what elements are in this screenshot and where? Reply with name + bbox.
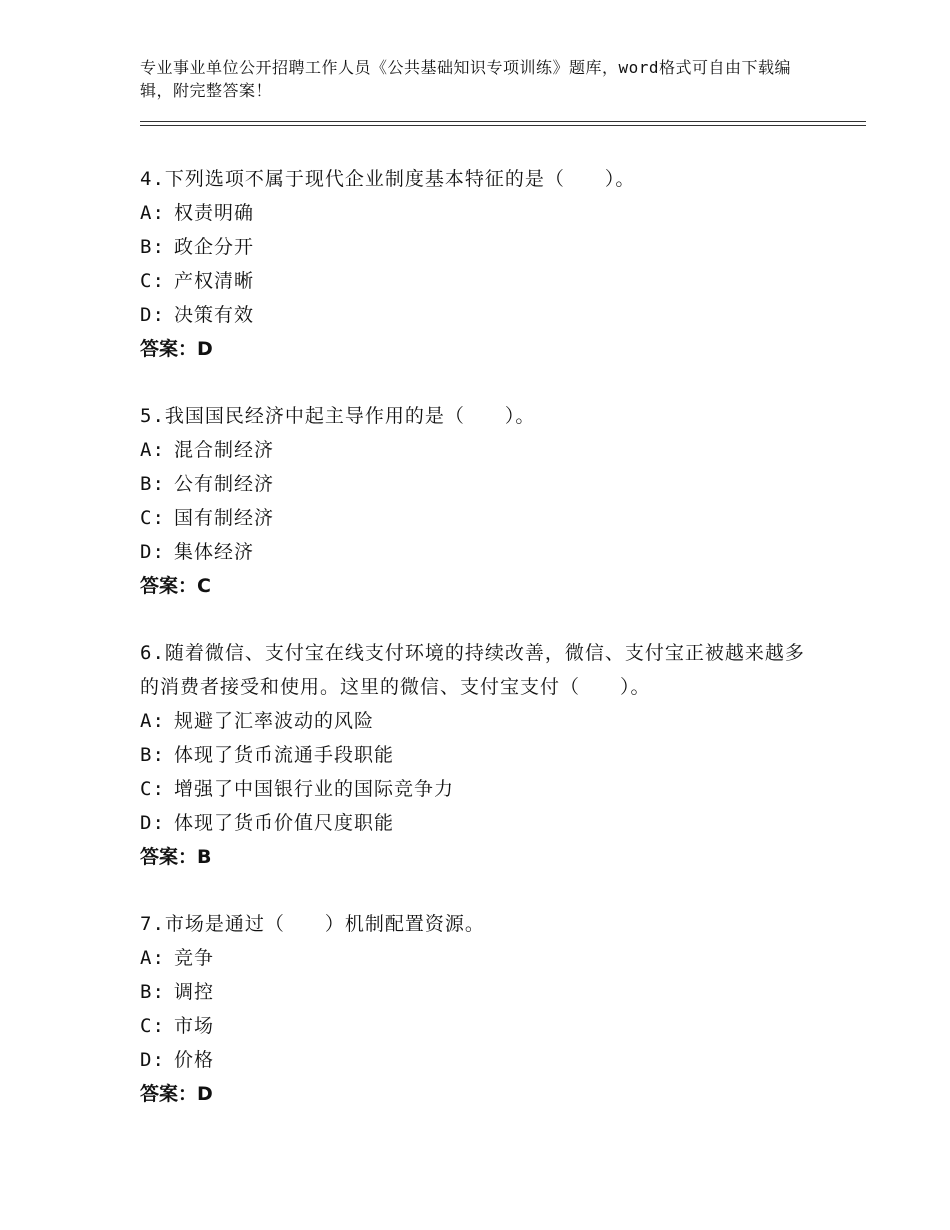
option-text: 决策有效 (174, 304, 255, 326)
option-c (140, 264, 820, 298)
question-6 (140, 636, 820, 874)
option-key: A: (140, 947, 165, 969)
option-a (140, 941, 820, 975)
option-b (140, 738, 820, 772)
option-b (140, 975, 820, 1009)
question-stem: 7.市场是通过（ ）机制配置资源。 (140, 913, 485, 935)
option-key: C: (140, 1015, 165, 1037)
option-key: A: (140, 202, 165, 224)
option-text: 价格 (174, 1049, 215, 1071)
option-text: 调控 (174, 981, 215, 1003)
question-stem: 4.下列选项不属于现代企业制度基本特征的是（ ）。 (140, 168, 636, 190)
option-key: B: (140, 744, 165, 766)
answer-label: 答案：B (140, 846, 212, 868)
option-a (140, 704, 820, 738)
option-key: D: (140, 812, 165, 834)
question-list (140, 162, 820, 1144)
option-key: C: (140, 778, 165, 800)
option-c (140, 1009, 820, 1043)
option-text: 市场 (174, 1015, 215, 1037)
question-stem: 5.我国国民经济中起主导作用的是（ ）。 (140, 405, 536, 427)
option-key: C: (140, 507, 165, 529)
option-key: A: (140, 439, 165, 461)
option-text: 体现了货币价值尺度职能 (174, 812, 395, 834)
option-d (140, 1043, 820, 1077)
option-key: C: (140, 270, 165, 292)
option-d (140, 806, 820, 840)
option-text: 竞争 (174, 947, 215, 969)
question-5 (140, 399, 820, 603)
document-header: 专业事业单位公开招聘工作人员《公共基础知识专项训练》题库，word格式可自由下载编辑，附完整答案！ (140, 58, 792, 100)
option-text: 权责明确 (174, 202, 255, 224)
answer-label: 答案：D (140, 338, 213, 360)
header-rule-bottom (140, 125, 866, 126)
option-a (140, 433, 820, 467)
option-key: A: (140, 710, 165, 732)
option-b (140, 467, 820, 501)
question-7 (140, 907, 820, 1111)
option-key: B: (140, 473, 165, 495)
answer-label: 答案：D (140, 1083, 213, 1105)
option-text: 混合制经济 (174, 439, 275, 461)
option-c (140, 501, 820, 535)
option-text: 集体经济 (174, 541, 255, 563)
option-d (140, 535, 820, 569)
option-text: 国有制经济 (174, 507, 275, 529)
question-4 (140, 162, 820, 366)
option-text: 体现了货币流通手段职能 (174, 744, 395, 766)
option-key: D: (140, 541, 165, 563)
option-text: 规避了汇率波动的风险 (174, 710, 375, 732)
header-rule-top (140, 121, 866, 122)
option-key: B: (140, 236, 165, 258)
option-key: D: (140, 1049, 165, 1071)
option-text: 产权清晰 (174, 270, 255, 292)
option-d (140, 298, 820, 332)
option-text: 政企分开 (174, 236, 255, 258)
option-text: 增强了中国银行业的国际竞争力 (174, 778, 455, 800)
option-b (140, 230, 820, 264)
option-text: 公有制经济 (174, 473, 275, 495)
question-stem: 6.随着微信、支付宝在线支付环境的持续改善，微信、支付宝正被越来越多的消费者接受和使用。这里的微信、支付宝支付（ ）。 (140, 642, 805, 698)
option-c (140, 772, 820, 806)
option-key: D: (140, 304, 165, 326)
answer-label: 答案：C (140, 575, 211, 597)
option-a (140, 196, 820, 230)
option-key: B: (140, 981, 165, 1003)
